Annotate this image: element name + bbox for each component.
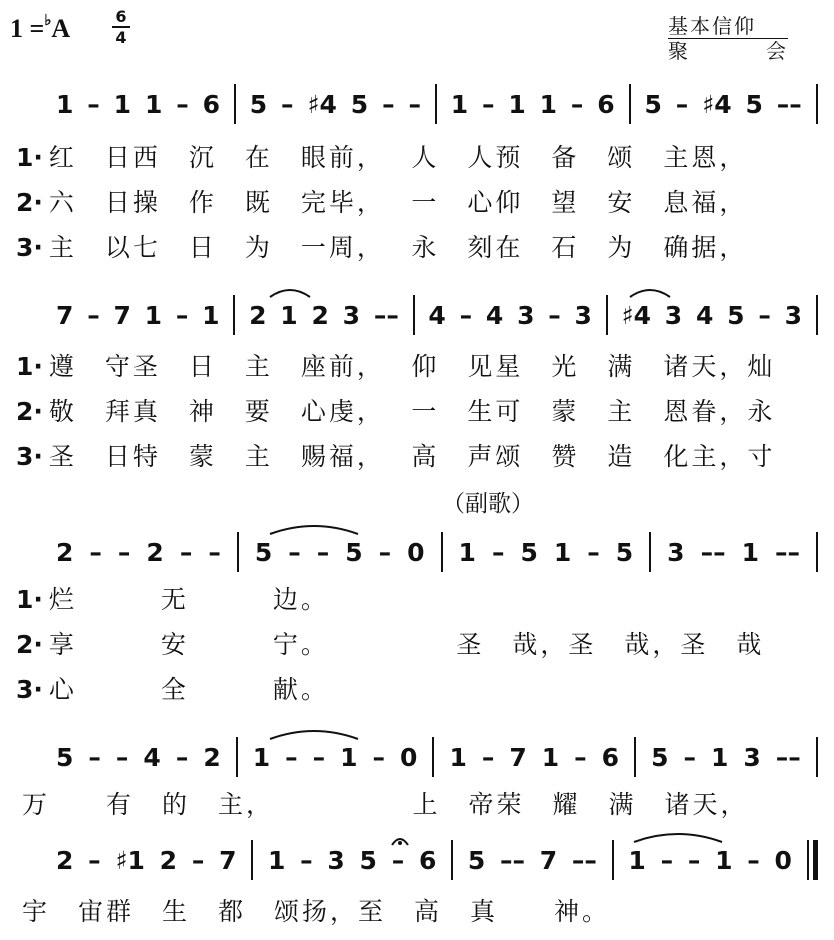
dash: – <box>117 537 131 567</box>
note: 2 <box>56 537 74 567</box>
note: 0 <box>400 742 418 772</box>
note: 5 <box>350 89 369 119</box>
dash: – <box>747 845 760 875</box>
note: 2 <box>311 300 329 330</box>
lyric-line-2-3 <box>16 437 806 477</box>
bar-line <box>816 532 818 572</box>
note: 1 <box>710 742 729 772</box>
note: 1 <box>280 300 298 330</box>
dash: – <box>491 537 505 567</box>
dash: – <box>115 742 129 772</box>
note: 7 <box>219 845 237 875</box>
note: 3 <box>784 300 803 330</box>
note: 4 <box>695 300 714 330</box>
note: 4 <box>428 300 446 330</box>
bar-line <box>451 840 453 880</box>
bar-line <box>251 840 253 880</box>
lyric-text: 六 日操 作 既 完毕， 一 心仰 望 安 息福， <box>48 188 748 217</box>
verse-number: 3· <box>16 233 43 262</box>
note: 0 <box>407 537 425 567</box>
note: 3 <box>342 300 361 330</box>
dash: – <box>570 89 584 119</box>
lyric-line-4-1 <box>16 785 806 825</box>
dash: – <box>459 300 473 330</box>
dash: – <box>587 537 600 567</box>
lyric-line-2-2 <box>16 392 806 432</box>
dash: – <box>687 845 701 875</box>
dash: – <box>378 537 392 567</box>
dash: – <box>208 537 221 567</box>
verse-number: 2· <box>16 397 43 426</box>
flat-sign: ♭ <box>44 13 52 29</box>
final-bar-line <box>807 840 818 880</box>
note: 1 <box>458 537 476 567</box>
note: 3 <box>664 300 683 330</box>
lyric-text: 宇 宙群 生 都 颂扬，至 高 真 神。 <box>22 897 611 926</box>
bar-line <box>606 295 608 335</box>
dash: –– <box>373 300 399 330</box>
credit-line-2-right: 会 <box>766 39 788 63</box>
chorus-label: （副歌） <box>442 491 534 517</box>
note: 1 <box>252 742 271 772</box>
note: 1 <box>340 742 358 772</box>
dash: – <box>758 300 771 330</box>
bar-line <box>816 295 818 335</box>
note: 1 <box>449 742 467 772</box>
dash: –– <box>500 845 525 875</box>
dash: – <box>548 300 561 330</box>
note: 6 <box>597 89 615 119</box>
note: 1 <box>539 89 558 119</box>
dash: – <box>87 89 100 119</box>
verse-number: 2· <box>16 188 43 217</box>
bar-line <box>629 84 631 124</box>
note: 7 <box>56 300 74 330</box>
verse-number: 3· <box>16 442 43 471</box>
note: 3 <box>574 300 592 330</box>
note: 3 <box>517 300 535 330</box>
dash: –– <box>774 537 800 567</box>
note: 3 <box>327 845 345 875</box>
bar-line <box>612 840 614 880</box>
lyric-line-2-1 <box>16 347 806 387</box>
note: 1 <box>628 845 646 875</box>
note: 2 <box>146 537 164 567</box>
time-signature <box>112 8 130 46</box>
lyric-text: 万 有 的 主， 上 帝荣 耀 满 诸天， <box>22 790 749 819</box>
note: 1 <box>450 89 469 119</box>
bar-line <box>649 532 651 572</box>
credit-line-2 <box>668 39 788 63</box>
dash: –– <box>571 845 597 875</box>
dash: – <box>391 845 405 875</box>
note: 6 <box>418 845 437 875</box>
dash: –– <box>776 89 802 119</box>
dash: – <box>179 537 193 567</box>
note: 1 <box>144 89 163 119</box>
dash: – <box>176 89 189 119</box>
note: 1 <box>715 845 733 875</box>
bar-line <box>435 84 437 124</box>
lyric-line-1-1 <box>16 138 806 178</box>
dash: – <box>175 742 189 772</box>
note: 1 <box>56 89 74 119</box>
note: ♯4 <box>307 89 337 119</box>
lyric-line-3-1 <box>16 580 806 620</box>
credit-line-2-left: 聚 <box>668 39 690 63</box>
note: 7 <box>539 845 558 875</box>
note: 5 <box>651 742 669 772</box>
note: 4 <box>485 300 504 330</box>
note: 1 <box>541 742 560 772</box>
lyric-line-3-2 <box>16 625 806 665</box>
lyric-text: 敬 拜真 神 要 心虔， 一 生可 蒙 主 恩眷，永 <box>48 397 776 426</box>
dash: – <box>675 89 689 119</box>
dash: – <box>574 742 587 772</box>
note: 2 <box>159 845 178 875</box>
bar-line <box>237 532 239 572</box>
bar-line <box>432 737 434 777</box>
bar-line <box>236 737 238 777</box>
note: 5 <box>727 300 745 330</box>
bar-line <box>233 295 235 335</box>
dash: – <box>382 89 395 119</box>
note: 5 <box>615 537 634 567</box>
bar-line <box>413 295 415 335</box>
dash: – <box>288 537 301 567</box>
lyric-text: 圣 日特 蒙 主 赐福， 高 声颂 赞 造 化主，寸 <box>48 442 776 471</box>
lyric-line-1-2 <box>16 183 806 223</box>
lyric-text: 遵 守圣 日 主 座前， 仰 见星 光 满 诸天，灿 <box>48 352 776 381</box>
dash: – <box>175 300 189 330</box>
dash: – <box>660 845 674 875</box>
note: 0 <box>774 845 792 875</box>
time-sig-top: 6 <box>115 7 127 26</box>
note: ♯4 <box>621 300 651 330</box>
note: ♯4 <box>702 89 732 119</box>
dash: – <box>408 89 421 119</box>
note: 3 <box>667 537 685 567</box>
dash: – <box>683 742 696 772</box>
lyric-text: 烂 无 边。 <box>48 585 329 614</box>
note: 6 <box>202 89 220 119</box>
note: 1 <box>113 89 132 119</box>
note: 1 <box>741 537 759 567</box>
note: 2 <box>56 845 74 875</box>
note: 5 <box>520 537 538 567</box>
note: 5 <box>644 89 662 119</box>
dash: – <box>285 742 298 772</box>
dash: – <box>372 742 386 772</box>
dash: – <box>281 89 294 119</box>
dash: – <box>191 845 205 875</box>
key-signature <box>10 14 70 44</box>
verse-number: 1· <box>16 585 43 614</box>
bar-line <box>441 532 443 572</box>
note: 5 <box>359 845 377 875</box>
notation-line-1 <box>56 82 818 126</box>
dash: – <box>481 89 495 119</box>
dash: – <box>481 742 495 772</box>
note: 7 <box>113 300 131 330</box>
lyric-text: 心 全 献。 <box>48 675 329 704</box>
dash: –– <box>700 537 726 567</box>
notation-line-4 <box>56 735 818 779</box>
bar-line <box>634 737 636 777</box>
dash: – <box>312 742 326 772</box>
key-letter: A <box>51 14 71 43</box>
time-sig-bottom: 4 <box>115 28 127 47</box>
lyric-line-1-3 <box>16 228 806 268</box>
dash: – <box>316 537 330 567</box>
dash: – <box>300 845 313 875</box>
dash: – <box>88 742 101 772</box>
credit <box>668 14 788 63</box>
bar-line <box>816 737 818 777</box>
note: 5 <box>254 537 273 567</box>
note: 5 <box>345 537 363 567</box>
note: 1 <box>553 537 572 567</box>
note: 5 <box>56 742 74 772</box>
note: 5 <box>249 89 268 119</box>
note: 3 <box>743 742 761 772</box>
bar-line <box>234 84 236 124</box>
lyric-text: 主 以七 日 为 一周， 永 刻在 石 为 确据， <box>48 233 748 262</box>
dash: –– <box>775 742 801 772</box>
notation-line-3 <box>56 530 818 574</box>
dash: – <box>87 300 100 330</box>
note: ♯1 <box>115 845 145 875</box>
lyric-line-3-3 <box>16 670 806 710</box>
credit-line-1: 基本信仰 <box>668 14 788 39</box>
note: 1 <box>508 89 526 119</box>
note: 5 <box>467 845 486 875</box>
note: 2 <box>203 742 221 772</box>
bar-line <box>816 84 818 124</box>
verse-number: 1· <box>16 143 43 172</box>
note: 5 <box>745 89 763 119</box>
verse-number: 2· <box>16 630 43 659</box>
lyric-text: 享 安 宁。 圣 哉，圣 哉，圣 哉 <box>48 630 765 659</box>
key-prefix: 1 = <box>10 14 45 43</box>
note: 1 <box>144 300 163 330</box>
verse-number: 1· <box>16 352 43 381</box>
notation-line-2 <box>56 293 818 337</box>
dash: – <box>88 845 101 875</box>
lyric-text: 红 日西 沉 在 眼前， 人 人预 备 颂 主恩， <box>48 143 748 172</box>
note: 6 <box>601 742 620 772</box>
verse-number: 3· <box>16 675 43 704</box>
lyric-line-5-1 <box>16 892 806 932</box>
dash: – <box>89 537 102 567</box>
note: 1 <box>202 300 220 330</box>
note: 1 <box>267 845 286 875</box>
note: 7 <box>509 742 527 772</box>
notation-line-5 <box>56 838 818 882</box>
note: 2 <box>249 300 267 330</box>
note: 4 <box>143 742 161 772</box>
